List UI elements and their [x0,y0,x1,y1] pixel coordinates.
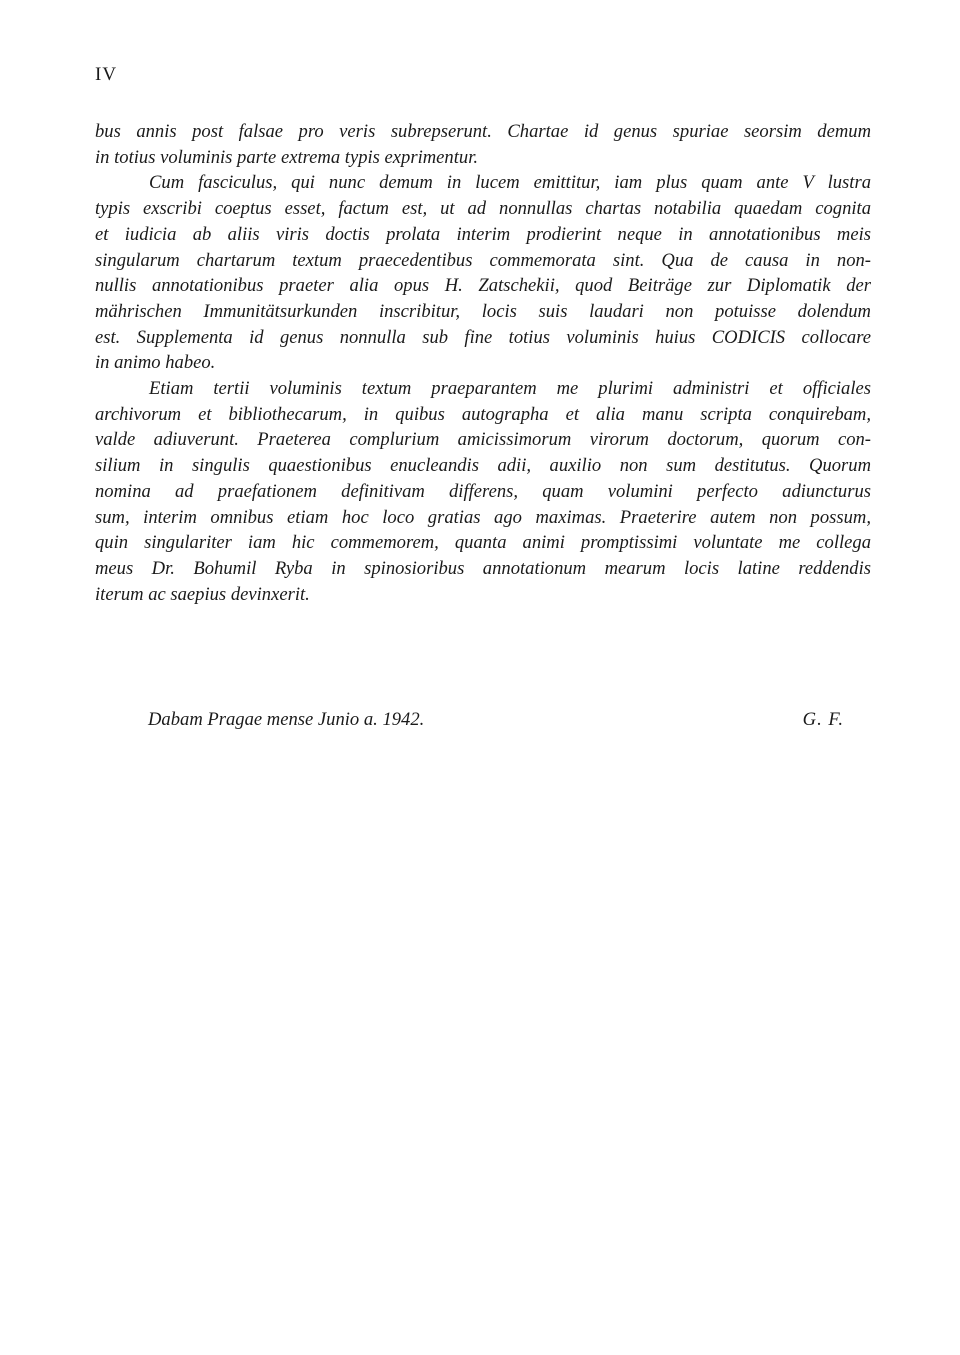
text-line: typis exscribi coeptus esset, factum est, ut ad nonnullas chartas notabilia quaedam cognita [95,198,871,220]
text-line: et iudicia ab aliis viris doctis prolata interim prodierint neque in annotationibus meis [95,223,871,245]
text-line: mährischen Immunitätsurkunden inscribitur, locis suis laudari non potuisse dolendum [95,300,871,322]
date-line: Dabam Pragae mense Junio a. 1942. [148,709,425,730]
text-line: silium in singulis quaestionibus enucleandis adii, auxilio non sum destitutus. Quorum [95,455,871,477]
text-line: nullis annotationibus praeter alia opus H. Zatschekii, quod Beiträge zur Diplomatik der [95,275,871,297]
signature-row [148,709,844,737]
text-line: iterum ac saepius devinxerit. [95,583,310,605]
text-line: bus annis post falsae pro veris subrepserunt. Chartae id genus spuriae seorsim demum [95,121,871,142]
text-line: meus Dr. Bohumil Ryba in spinosioribus annotationum mearum locis latine reddendis [95,557,871,579]
text-line: singularum chartarum textum praecedentibus commemorata sint. Qua de causa in non- [95,249,871,271]
paragraph-start-line: Etiam tertii voluminis textum praeparantem me plurimi administri et officiales [149,378,871,400]
text-line: nomina ad praefationem definitivam differens, quam volumini perfecto adiuncturus [95,480,871,502]
author-initials: G. F. [802,709,844,730]
text-line: quin singulariter iam hic commemorem, quanta animi promptissimi voluntate me collega [95,532,871,554]
preface-text [95,119,871,607]
text-line: est. Supplementa id genus nonnulla sub fine totius voluminis huius CODICIS collocare [95,326,871,348]
text-line: sum, interim omnibus etiam hoc loco gratias ago maximas. Praeterire autem non possum, [95,506,871,528]
text-line: archivorum et bibliothecarum, in quibus autographa et alia manu scripta conquirebam, [95,403,871,425]
paragraph-start-line: Cum fasciculus, qui nunc demum in lucem emittitur, iam plus quam ante V lustra [149,172,871,194]
text-line: in animo habeo. [95,352,216,374]
page-number: IV [95,64,118,85]
text-line: in totius voluminis parte extrema typis exprimentur. [95,146,479,168]
text-line: valde adiuverunt. Praeterea complurium amicissimorum virorum doctorum, quorum con- [95,429,871,451]
